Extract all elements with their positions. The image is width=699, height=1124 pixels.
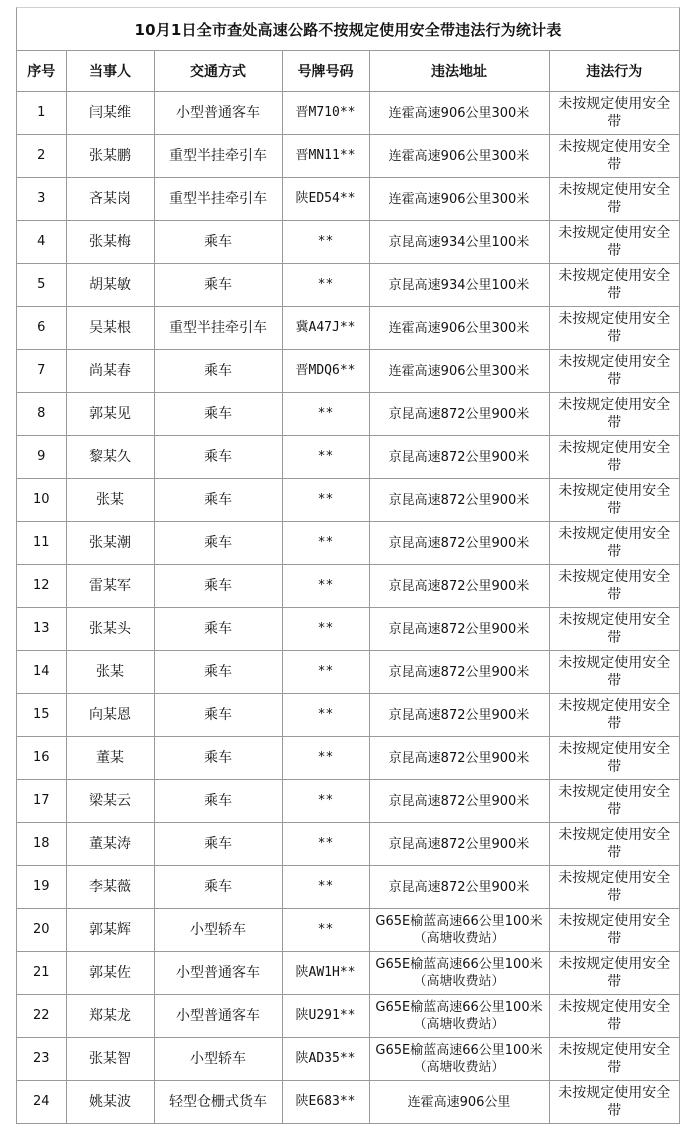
cell-location: 京昆高速872公里900米	[369, 780, 549, 823]
cell-party: 郭某佐	[66, 952, 154, 995]
cell-location: 连霍高速906公里300米	[369, 92, 549, 135]
cell-violation: 未按规定使用安全带	[549, 178, 679, 221]
cell-index: 9	[17, 436, 66, 479]
cell-violation: 未按规定使用安全带	[549, 909, 679, 952]
cell-transport: 乘车	[154, 694, 282, 737]
header-party: 当事人	[66, 51, 154, 92]
cell-plate: **	[282, 565, 369, 608]
cell-location: 京昆高速872公里900米	[369, 694, 549, 737]
cell-violation: 未按规定使用安全带	[549, 952, 679, 995]
cell-party: 张某头	[66, 608, 154, 651]
table-row	[17, 651, 679, 694]
cell-transport: 乘车	[154, 522, 282, 565]
cell-transport: 重型半挂牵引车	[154, 307, 282, 350]
cell-index: 6	[17, 307, 66, 350]
cell-plate: 陕E683**	[282, 1081, 369, 1124]
cell-party: 胡某敏	[66, 264, 154, 307]
table-row	[17, 952, 679, 995]
table-title: 10月1日全市查处高速公路不按规定使用安全带违法行为统计表	[17, 8, 679, 51]
cell-violation: 未按规定使用安全带	[549, 307, 679, 350]
cell-plate: **	[282, 608, 369, 651]
cell-index: 12	[17, 565, 66, 608]
violation-table	[17, 51, 679, 1124]
cell-party: 郭某辉	[66, 909, 154, 952]
cell-location: 京昆高速872公里900米	[369, 866, 549, 909]
table-row	[17, 694, 679, 737]
table-row	[17, 608, 679, 651]
cell-violation: 未按规定使用安全带	[549, 866, 679, 909]
cell-location: G65E榆蓝高速66公里100米（高塘收费站）	[369, 1038, 549, 1081]
cell-location: G65E榆蓝高速66公里100米（高塘收费站）	[369, 995, 549, 1038]
cell-location: 连霍高速906公里300米	[369, 178, 549, 221]
cell-index: 20	[17, 909, 66, 952]
cell-plate: 陕U291**	[282, 995, 369, 1038]
cell-plate: 晋M710**	[282, 92, 369, 135]
table-row	[17, 92, 679, 135]
cell-party: 张某	[66, 479, 154, 522]
cell-transport: 乘车	[154, 436, 282, 479]
cell-party: 张某潮	[66, 522, 154, 565]
header-violation: 违法行为	[549, 51, 679, 92]
cell-violation: 未按规定使用安全带	[549, 522, 679, 565]
table-row	[17, 737, 679, 780]
cell-plate: 陕AD35**	[282, 1038, 369, 1081]
cell-plate: **	[282, 651, 369, 694]
cell-party: 尚某春	[66, 350, 154, 393]
table-row	[17, 1081, 679, 1124]
cell-transport: 乘车	[154, 221, 282, 264]
cell-index: 13	[17, 608, 66, 651]
cell-violation: 未按规定使用安全带	[549, 823, 679, 866]
cell-index: 18	[17, 823, 66, 866]
cell-index: 17	[17, 780, 66, 823]
cell-transport: 乘车	[154, 608, 282, 651]
cell-index: 24	[17, 1081, 66, 1124]
table-row	[17, 479, 679, 522]
cell-party: 梁某云	[66, 780, 154, 823]
cell-plate: 晋MN11**	[282, 135, 369, 178]
table-body	[17, 92, 679, 1124]
cell-party: 张某梅	[66, 221, 154, 264]
cell-location: 京昆高速934公里100米	[369, 221, 549, 264]
cell-location: 连霍高速906公里	[369, 1081, 549, 1124]
cell-violation: 未按规定使用安全带	[549, 264, 679, 307]
table-row	[17, 780, 679, 823]
cell-index: 7	[17, 350, 66, 393]
table-row	[17, 178, 679, 221]
cell-transport: 轻型仓栅式货车	[154, 1081, 282, 1124]
cell-location: 京昆高速872公里900米	[369, 651, 549, 694]
cell-index: 22	[17, 995, 66, 1038]
cell-transport: 乘车	[154, 651, 282, 694]
cell-location: 京昆高速872公里900米	[369, 436, 549, 479]
cell-party: 董某涛	[66, 823, 154, 866]
table-row	[17, 135, 679, 178]
cell-transport: 小型轿车	[154, 1038, 282, 1081]
table-row	[17, 221, 679, 264]
cell-index: 11	[17, 522, 66, 565]
cell-plate: **	[282, 221, 369, 264]
cell-party: 张某	[66, 651, 154, 694]
cell-plate: **	[282, 479, 369, 522]
cell-transport: 乘车	[154, 264, 282, 307]
cell-index: 2	[17, 135, 66, 178]
cell-violation: 未按规定使用安全带	[549, 995, 679, 1038]
cell-location: 京昆高速872公里900米	[369, 737, 549, 780]
cell-index: 1	[17, 92, 66, 135]
cell-transport: 乘车	[154, 737, 282, 780]
cell-transport: 乘车	[154, 780, 282, 823]
cell-location: 京昆高速872公里900米	[369, 565, 549, 608]
table-row	[17, 565, 679, 608]
header-row	[17, 51, 679, 92]
header-location: 违法地址	[369, 51, 549, 92]
cell-transport: 小型普通客车	[154, 92, 282, 135]
table-row	[17, 436, 679, 479]
cell-plate: **	[282, 823, 369, 866]
cell-party: 黎某久	[66, 436, 154, 479]
cell-index: 3	[17, 178, 66, 221]
cell-index: 4	[17, 221, 66, 264]
table-row	[17, 909, 679, 952]
cell-index: 14	[17, 651, 66, 694]
cell-location: 京昆高速872公里900米	[369, 479, 549, 522]
cell-location: 京昆高速872公里900米	[369, 522, 549, 565]
cell-party: 郭某见	[66, 393, 154, 436]
cell-party: 董某	[66, 737, 154, 780]
cell-party: 雷某军	[66, 565, 154, 608]
cell-party: 李某薇	[66, 866, 154, 909]
cell-violation: 未按规定使用安全带	[549, 92, 679, 135]
table-row	[17, 264, 679, 307]
cell-transport: 小型普通客车	[154, 952, 282, 995]
table-row	[17, 522, 679, 565]
table-row	[17, 823, 679, 866]
cell-violation: 未按规定使用安全带	[549, 436, 679, 479]
cell-violation: 未按规定使用安全带	[549, 1038, 679, 1081]
header-index: 序号	[17, 51, 66, 92]
cell-plate: **	[282, 909, 369, 952]
cell-plate: **	[282, 737, 369, 780]
cell-location: 连霍高速906公里300米	[369, 350, 549, 393]
cell-transport: 小型普通客车	[154, 995, 282, 1038]
cell-plate: 晋MDQ6**	[282, 350, 369, 393]
cell-plate: **	[282, 694, 369, 737]
cell-location: 京昆高速934公里100米	[369, 264, 549, 307]
cell-plate: 陕ED54**	[282, 178, 369, 221]
table-row	[17, 393, 679, 436]
cell-index: 23	[17, 1038, 66, 1081]
cell-violation: 未按规定使用安全带	[549, 221, 679, 264]
header-transport: 交通方式	[154, 51, 282, 92]
cell-party: 张某鹏	[66, 135, 154, 178]
cell-transport: 乘车	[154, 565, 282, 608]
table-row	[17, 1038, 679, 1081]
cell-location: 连霍高速906公里300米	[369, 135, 549, 178]
cell-violation: 未按规定使用安全带	[549, 737, 679, 780]
cell-party: 吴某根	[66, 307, 154, 350]
cell-party: 向某恩	[66, 694, 154, 737]
table-row	[17, 866, 679, 909]
cell-index: 19	[17, 866, 66, 909]
cell-violation: 未按规定使用安全带	[549, 651, 679, 694]
statistics-sheet	[16, 7, 680, 1124]
cell-violation: 未按规定使用安全带	[549, 479, 679, 522]
cell-transport: 重型半挂牵引车	[154, 178, 282, 221]
cell-violation: 未按规定使用安全带	[549, 393, 679, 436]
cell-plate: **	[282, 393, 369, 436]
cell-index: 15	[17, 694, 66, 737]
header-plate: 号牌号码	[282, 51, 369, 92]
cell-location: G65E榆蓝高速66公里100米（高塘收费站）	[369, 909, 549, 952]
cell-location: G65E榆蓝高速66公里100米（高塘收费站）	[369, 952, 549, 995]
table-row	[17, 307, 679, 350]
cell-transport: 乘车	[154, 479, 282, 522]
cell-plate: **	[282, 264, 369, 307]
cell-party: 姚某波	[66, 1081, 154, 1124]
cell-transport: 乘车	[154, 393, 282, 436]
cell-plate: **	[282, 866, 369, 909]
cell-index: 16	[17, 737, 66, 780]
cell-transport: 小型轿车	[154, 909, 282, 952]
cell-party: 吝某岗	[66, 178, 154, 221]
cell-location: 京昆高速872公里900米	[369, 608, 549, 651]
cell-violation: 未按规定使用安全带	[549, 608, 679, 651]
cell-index: 5	[17, 264, 66, 307]
cell-plate: 冀A47J**	[282, 307, 369, 350]
table-row	[17, 350, 679, 393]
cell-violation: 未按规定使用安全带	[549, 1081, 679, 1124]
cell-party: 闫某维	[66, 92, 154, 135]
cell-violation: 未按规定使用安全带	[549, 565, 679, 608]
cell-location: 连霍高速906公里300米	[369, 307, 549, 350]
cell-plate: **	[282, 522, 369, 565]
cell-violation: 未按规定使用安全带	[549, 694, 679, 737]
cell-violation: 未按规定使用安全带	[549, 350, 679, 393]
cell-index: 10	[17, 479, 66, 522]
cell-plate: 陕AW1H**	[282, 952, 369, 995]
cell-plate: **	[282, 436, 369, 479]
cell-party: 郑某龙	[66, 995, 154, 1038]
cell-transport: 乘车	[154, 350, 282, 393]
cell-location: 京昆高速872公里900米	[369, 393, 549, 436]
cell-violation: 未按规定使用安全带	[549, 780, 679, 823]
cell-party: 张某智	[66, 1038, 154, 1081]
cell-transport: 乘车	[154, 823, 282, 866]
cell-transport: 乘车	[154, 866, 282, 909]
cell-index: 8	[17, 393, 66, 436]
table-row	[17, 995, 679, 1038]
cell-transport: 重型半挂牵引车	[154, 135, 282, 178]
cell-violation: 未按规定使用安全带	[549, 135, 679, 178]
cell-plate: **	[282, 780, 369, 823]
cell-index: 21	[17, 952, 66, 995]
cell-location: 京昆高速872公里900米	[369, 823, 549, 866]
